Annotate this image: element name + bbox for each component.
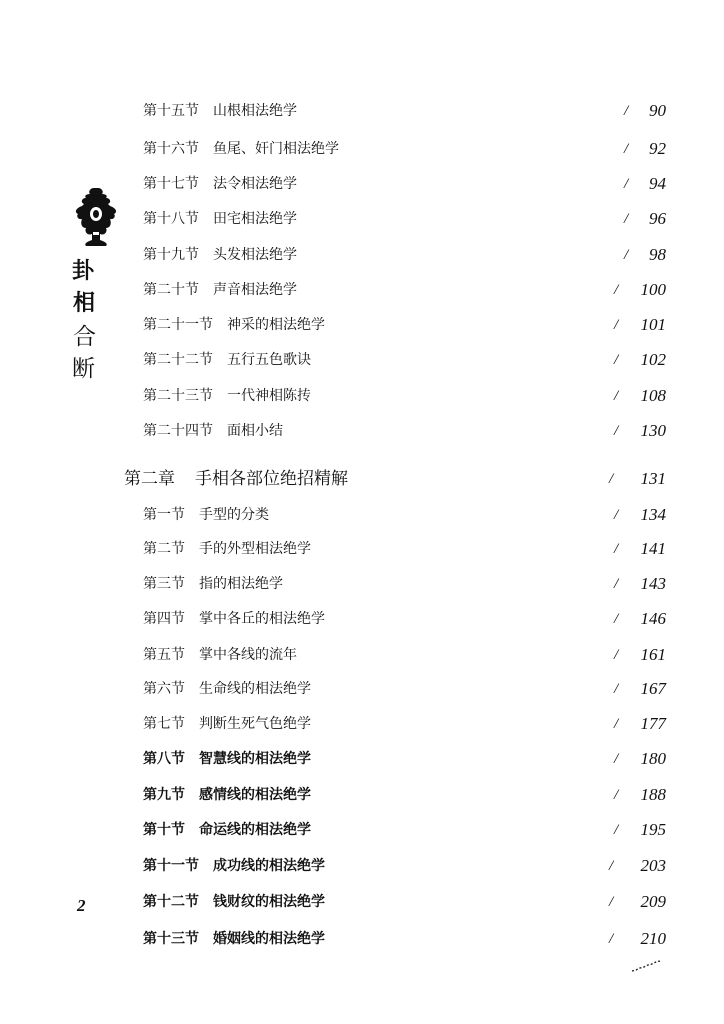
toc-entry[interactable]	[143, 419, 668, 443]
toc-separator: /	[624, 103, 629, 119]
toc-page-number: 180	[640, 749, 666, 768]
toc-section-title: 田宅相法绝学	[213, 211, 297, 227]
toc-separator: /	[614, 647, 619, 663]
toc-separator: /	[609, 931, 614, 947]
toc-separator: /	[624, 141, 629, 157]
toc-separator: /	[614, 541, 619, 557]
toc-section-number: 第七节	[143, 716, 185, 732]
toc-section-title: 成功线的相法绝学	[213, 858, 325, 874]
toc-entry[interactable]	[143, 927, 668, 951]
toc-page-number: 94	[649, 174, 666, 193]
toc-chapter-number: 第二章	[124, 469, 175, 489]
toc-page-number: 96	[649, 209, 666, 228]
toc-separator: /	[614, 751, 619, 767]
toc-section-number: 第三节	[143, 576, 185, 592]
toc-section-title: 钱财纹的相法绝学	[213, 894, 325, 910]
toc-section-title: 指的相法绝学	[199, 576, 283, 592]
toc-page-number: 134	[640, 505, 666, 524]
toc-section-title: 感情线的相法绝学	[199, 787, 311, 803]
toc-entry[interactable]	[143, 348, 668, 372]
toc-entry[interactable]	[143, 99, 668, 123]
toc-section-title: 面相小结	[227, 423, 283, 439]
toc-section-number: 第四节	[143, 611, 185, 627]
toc-entry[interactable]	[143, 537, 668, 561]
toc-entry[interactable]	[143, 172, 668, 196]
toc-section-number: 第十九节	[143, 247, 199, 263]
toc-separator: /	[614, 423, 619, 439]
toc-section-number: 第六节	[143, 681, 185, 697]
toc-section-number: 第二十四节	[143, 423, 213, 439]
toc-page-number: 101	[640, 315, 666, 334]
toc-page-number: 131	[640, 469, 666, 488]
toc-section-number: 第十三节	[143, 931, 199, 947]
toc-page-number: 188	[640, 785, 666, 804]
toc-section-number: 第二十节	[143, 282, 199, 298]
toc-section-number: 第十五节	[143, 103, 199, 119]
toc-section-title: 掌中各线的流年	[199, 647, 297, 663]
toc-separator: /	[609, 471, 614, 487]
toc-page-number: 98	[649, 245, 666, 264]
toc-entry[interactable]	[143, 278, 668, 302]
toc-separator: /	[614, 388, 619, 404]
toc-entry[interactable]	[143, 712, 668, 736]
toc-entry[interactable]	[143, 890, 668, 914]
toc-page-number: 100	[640, 280, 666, 299]
toc-entry[interactable]	[143, 313, 668, 337]
toc-separator: /	[614, 576, 619, 592]
toc-page-number: 210	[640, 929, 666, 948]
toc-separator: /	[609, 894, 614, 910]
toc-entry[interactable]	[143, 643, 668, 667]
toc-entry[interactable]	[143, 572, 668, 596]
toc-separator: /	[609, 858, 614, 874]
toc-entry[interactable]	[143, 854, 668, 878]
toc-entry[interactable]	[143, 747, 668, 771]
toc-section-title: 鱼尾、奸门相法绝学	[213, 141, 339, 157]
toc-chapter-entry[interactable]	[124, 466, 668, 492]
toc-section-number: 第十一节	[143, 858, 199, 874]
toc-section-number: 第十节	[143, 822, 185, 838]
toc-page-number: 141	[640, 539, 666, 558]
toc-page-number: 90	[649, 101, 666, 120]
side-title-char: 合	[73, 324, 96, 350]
toc-separator: /	[624, 247, 629, 263]
toc-section-number: 第二十二节	[143, 352, 213, 368]
toc-section-title: 声音相法绝学	[213, 282, 297, 298]
toc-section-title: 一代神相陈抟	[227, 388, 311, 404]
toc-entry[interactable]	[143, 503, 668, 527]
toc-separator: /	[614, 352, 619, 368]
toc-page-number: 146	[640, 609, 666, 628]
toc-separator: /	[614, 317, 619, 333]
side-title-char: 卦	[72, 258, 95, 284]
toc-section-number: 第九节	[143, 787, 185, 803]
toc-section-number: 第五节	[143, 647, 185, 663]
toc-separator: /	[624, 211, 629, 227]
toc-page-number: 130	[640, 421, 666, 440]
side-title-char: 断	[72, 356, 95, 382]
toc-separator: /	[614, 507, 619, 523]
toc-section-number: 第二节	[143, 541, 185, 557]
toc-entry[interactable]	[143, 818, 668, 842]
toc-separator: /	[614, 787, 619, 803]
toc-section-title: 手的外型相法绝学	[199, 541, 311, 557]
toc-section-title: 手型的分类	[199, 507, 269, 523]
toc-section-title: 生命线的相法绝学	[199, 681, 311, 697]
page-number: 2	[77, 896, 86, 915]
toc-separator: /	[614, 822, 619, 838]
side-title-char: 相	[73, 290, 96, 316]
toc-page-number: 203	[640, 856, 666, 875]
toc-section-title: 判断生死气色绝学	[199, 716, 311, 732]
toc-section-number: 第一节	[143, 507, 185, 523]
toc-page-number: 108	[640, 386, 666, 405]
toc-entry[interactable]	[143, 607, 668, 631]
toc-separator: /	[614, 716, 619, 732]
toc-section-number: 第十六节	[143, 141, 199, 157]
toc-page-number: 209	[640, 892, 666, 911]
toc-section-title: 婚姻线的相法绝学	[213, 931, 325, 947]
toc-page-number: 177	[640, 714, 666, 733]
toc-section-title: 智慧线的相法绝学	[199, 751, 311, 767]
toc-page-number: 161	[640, 645, 666, 664]
toc-section-number: 第十二节	[143, 894, 199, 910]
toc-section-number: 第十七节	[143, 176, 199, 192]
toc-entry[interactable]	[143, 137, 668, 161]
toc-separator: /	[614, 681, 619, 697]
toc-page-number: 167	[640, 679, 666, 698]
toc-entry[interactable]	[143, 783, 668, 807]
toc-page-number: 143	[640, 574, 666, 593]
toc-page-number: 102	[640, 350, 666, 369]
toc-section-number: 第十八节	[143, 211, 199, 227]
toc-separator: /	[614, 611, 619, 627]
toc-entry[interactable]	[143, 243, 668, 267]
toc-section-title: 掌中各丘的相法绝学	[199, 611, 325, 627]
toc-section-number: 第二十一节	[143, 317, 213, 333]
toc-separator: /	[624, 176, 629, 192]
toc-chapter-title: 手相各部位绝招精解	[195, 469, 348, 489]
toc-section-title: 神采的相法绝学	[227, 317, 325, 333]
scan-speck-mark	[630, 958, 666, 974]
toc-section-title: 五行五色歌诀	[227, 352, 311, 368]
toc-page-number: 92	[649, 139, 666, 158]
toc-entry[interactable]	[143, 677, 668, 701]
toc-section-number: 第八节	[143, 751, 185, 767]
toc-section-title: 头发相法绝学	[213, 247, 297, 263]
toc-section-title: 法令相法绝学	[213, 176, 297, 192]
toc-entry[interactable]	[143, 207, 668, 231]
toc-page-number: 195	[640, 820, 666, 839]
toc-separator: /	[614, 282, 619, 298]
toc-entry[interactable]	[143, 384, 668, 408]
toc-section-title: 山根相法绝学	[213, 103, 297, 119]
toc-section-number: 第二十三节	[143, 388, 213, 404]
toc-section-title: 命运线的相法绝学	[199, 822, 311, 838]
